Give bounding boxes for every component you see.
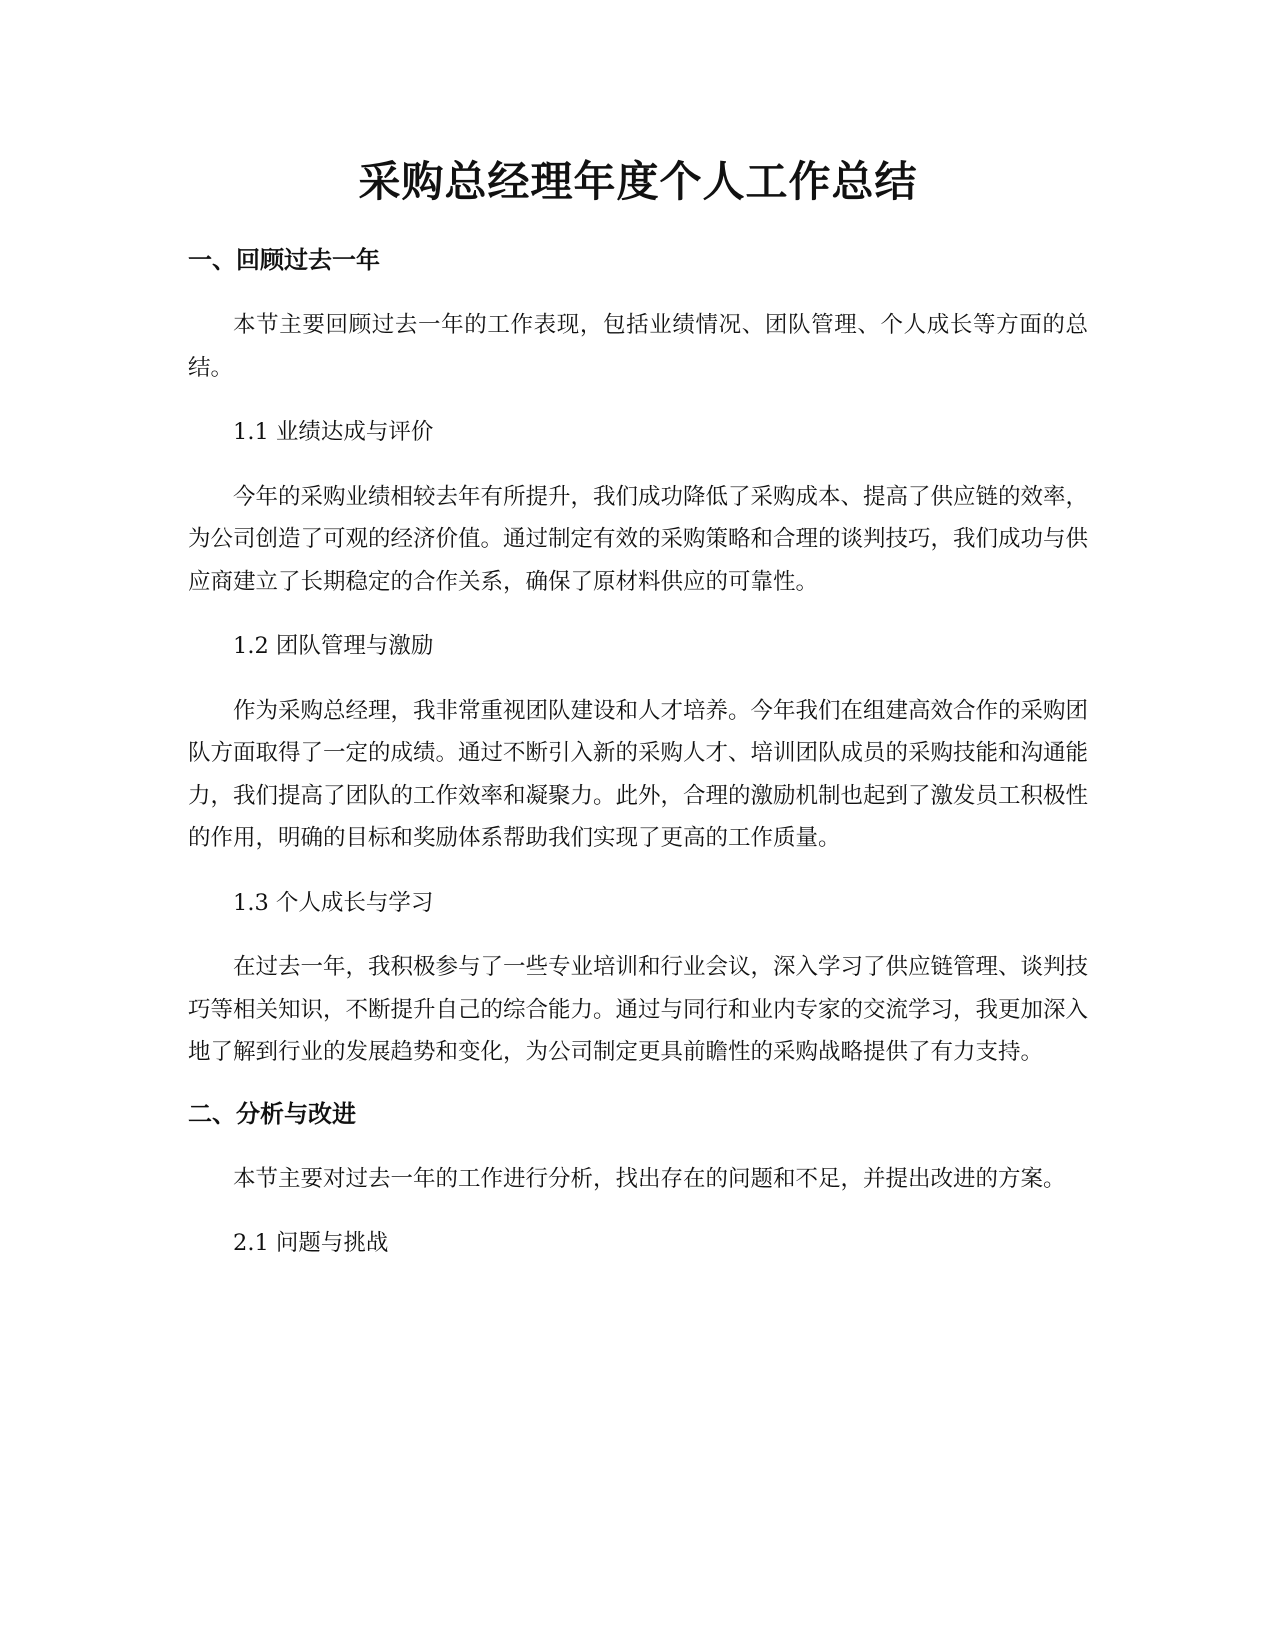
subsection-heading-team: 1.2 团队管理与激励 — [233, 633, 434, 659]
section-heading-review: 一、回顾过去一年 — [188, 246, 380, 274]
section-intro-analysis: 本节主要对过去一年的工作进行分析，找出存在的问题和不足，并提出改进的方案。 — [233, 1165, 1066, 1192]
document-content — [188, 150, 1088, 1287]
document-title: 采购总经理年度个人工作总结 — [358, 157, 918, 206]
section-heading-analysis: 二、分析与改进 — [188, 1099, 356, 1128]
subsection-heading-problems: 2.1 问题与挑战 — [233, 1230, 389, 1256]
subsection-body-team: 作为采购总经理，我非常重视团队建设和人才培养。今年我们在组建高效合作的采购团队方面取得了一定的成绩。通过不断引入新的采购人才、培训团队成员的采购技能和沟通能力，我们提高了团队的工作效率和凝聚力。此外，合理的激励机制也起到了激发员工积极性的作用，明确的目标和奖励体系帮助我们实现了更高的工作质量。 — [188, 697, 1089, 851]
subsection-heading-growth: 1.3 个人成长与学习 — [233, 889, 434, 916]
subsection-body-growth: 在过去一年，我积极参与了一些专业培训和行业会议，深入学习了供应链管理、谈判技巧等相关知识，不断提升自己的综合能力。通过与同行和业内专家的交流学习，我更加深入地了解到行业的发展趋势和变化，为公司制定更具前瞻性的采购战略提供了有力支持。 — [188, 954, 1089, 1065]
section-intro-review: 本节主要回顾过去一年的工作表现，包括业绩情况、团队管理、个人成长等方面的总结。 — [188, 312, 1088, 381]
subsection-body-performance: 今年的采购业绩相较去年有所提升，我们成功降低了采购成本、提高了供应链的效率，为公司创造了可观的经济价值。通过制定有效的采购策略和合理的谈判技巧，我们成功与供应商建立了长期稳定的合作关系，确保了原材料供应的可靠性。 — [188, 483, 1089, 595]
subsection-heading-performance: 1.1 业绩达成与评价 — [233, 419, 434, 445]
